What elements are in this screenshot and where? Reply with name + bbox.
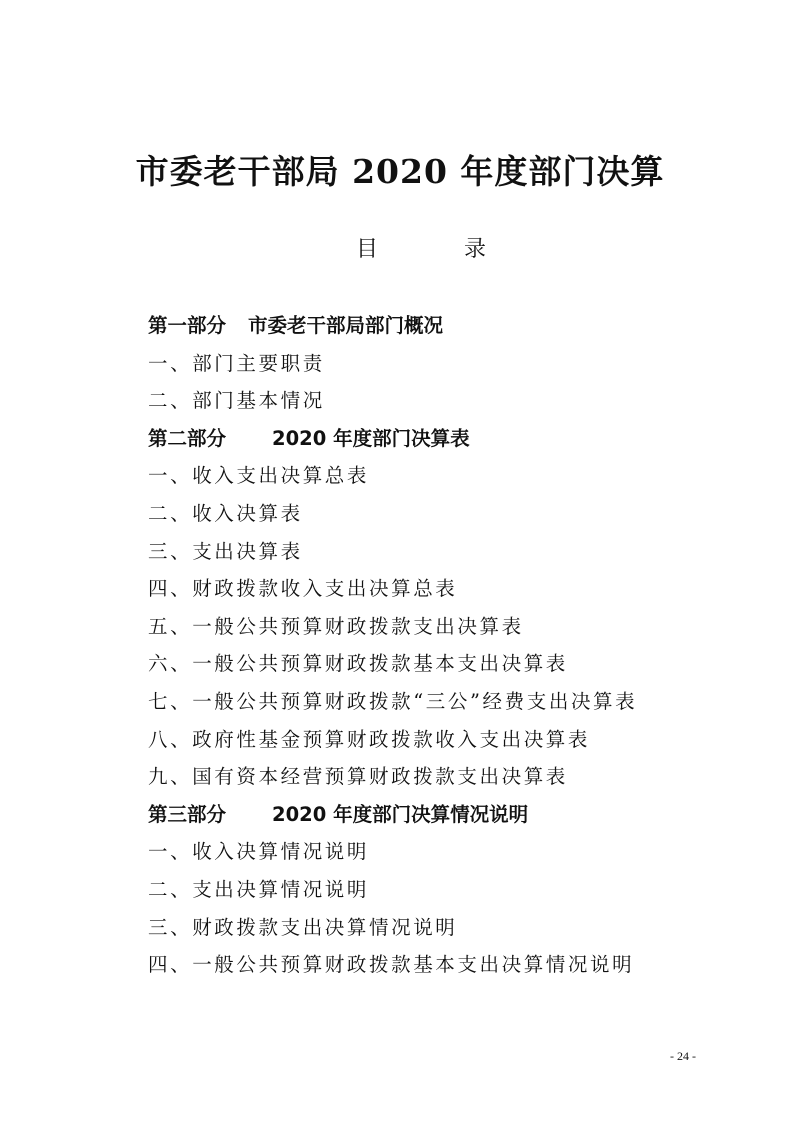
toc-item: 一、部门主要职责 [148,351,325,375]
toc-part-title: 2020 年度部门决算情况说明 [272,802,529,826]
toc-part-title: 市委老干部局部门概况 [248,314,444,337]
toc-heading-char-2: 录 [464,237,487,262]
toc-item: 一、收入决算情况说明 [148,840,370,864]
toc-item: 二、部门基本情况 [148,389,325,413]
toc-item: 三、财政拨款支出决算情况说明 [148,915,458,939]
toc-part-label: 第二部分 [148,426,227,450]
toc-item: 一、收入支出决算总表 [148,464,370,488]
toc-item: 二、收入决算表 [148,501,303,525]
toc-item: 四、一般公共预算财政拨款基本支出决算情况说明 [148,953,635,977]
toc-item: 八、政府性基金预算财政拨款收入支出决算表 [148,727,591,751]
toc-heading [0,232,800,268]
toc-part-title: 2020 年度部门决算表 [272,426,470,450]
toc-item: 四、财政拨款收入支出决算总表 [148,577,458,601]
toc-heading-char-1: 目 [356,237,379,262]
document-title: 市委老干部局 2020 年度部门决算 [135,152,665,191]
toc-item: 二、支出决算情况说明 [148,877,370,901]
toc-item: 三、支出决算表 [148,539,303,563]
toc-item: 七、一般公共预算财政拨款“三公”经费支出决算表 [148,689,638,713]
toc-part-label: 第三部分 [148,802,227,826]
table-of-contents [148,307,748,984]
toc-part-3 [148,796,748,834]
toc-part-1 [148,307,748,345]
toc-item: 九、国有资本经营预算财政拨款支出决算表 [148,765,568,789]
toc-item: 五、一般公共预算财政拨款支出决算表 [148,614,524,638]
toc-part-2 [148,420,748,458]
toc-part-label: 第一部分 [148,314,227,337]
toc-item: 六、一般公共预算财政拨款基本支出决算表 [148,652,568,676]
page-number: - 24 - [670,1049,696,1063]
